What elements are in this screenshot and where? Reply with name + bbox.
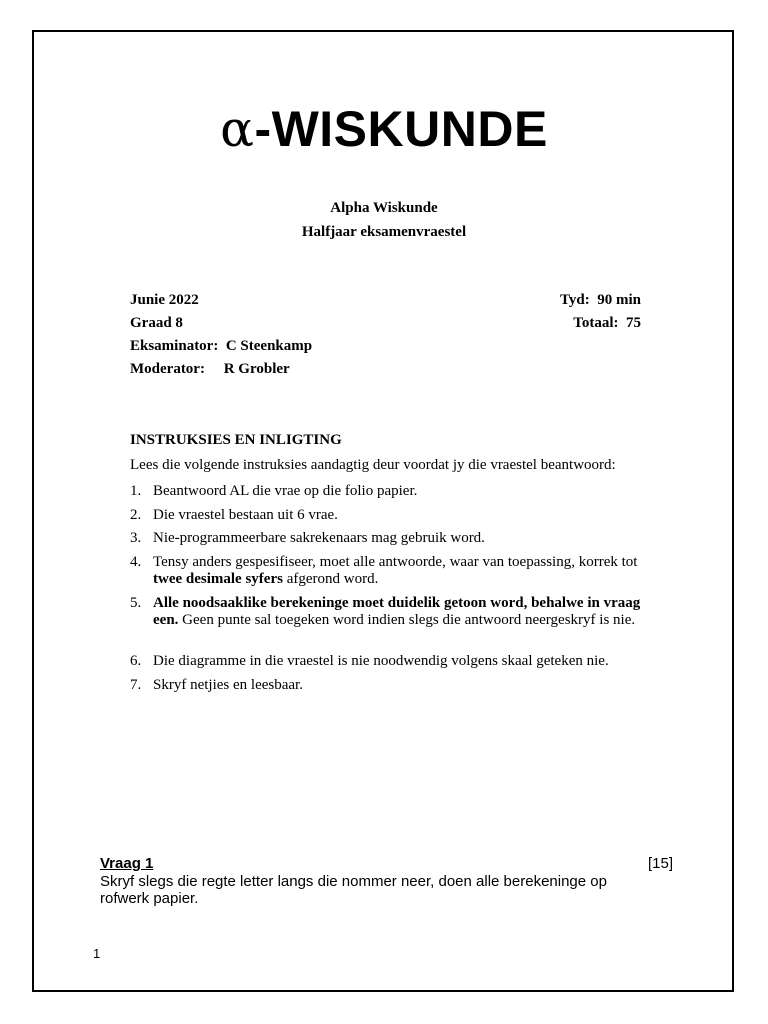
instruction-item (130, 530, 650, 547)
instruction-text: Skryf netjies en leesbaar. (153, 677, 303, 693)
title-text: -WISKUNDE (254, 101, 548, 157)
subtitle-exam: Halfjaar eksamenvraestel (301, 224, 467, 240)
total-label: Totaal: (573, 315, 619, 331)
question-text: Skryf slegs die regte letter langs die nommer neer, doen alle berekeninge op rofwerk papier. (100, 873, 607, 907)
instruction-text-end: Geen punte sal toegeken word indien slegs die antwoord neergeskryf is nie. (178, 612, 636, 628)
instruction-text-start: Tensy anders gespesifiseer, moet alle antwoorde, waar van toepassing, korrek tot (153, 554, 638, 570)
instruction-item (130, 483, 650, 500)
examiner-label: Eksaminator: (130, 338, 219, 354)
instruction-text: Die vraestel bestaan uit 6 vrae. (153, 507, 338, 523)
instruction-emphasis: twee desimale syfers (153, 571, 283, 587)
instruction-item (130, 653, 650, 670)
examiner-name: C Steenkamp (225, 338, 313, 354)
examiner-line (130, 338, 312, 355)
document-title (0, 100, 768, 158)
instruction-number: 2. (130, 507, 142, 523)
instructions-intro: Lees die volgende instruksies aandagtig deur voordat jy die vraestel beantwoord: (130, 457, 616, 473)
time-label: Tyd: (560, 292, 590, 308)
time-value: 90 min (597, 292, 641, 308)
moderator-label: Moderator: (130, 361, 205, 377)
moderator-name: R Grobler (223, 361, 290, 377)
instruction-text: Nie-programmeerbare sakrekenaars mag gebruik word. (153, 530, 485, 546)
instructions-heading: INSTRUKSIES EN INLIGTING (130, 432, 342, 448)
instruction-emphasis: Alle noodsaaklike berekeninge moet duidelik getoon word, behalwe in vraag een. (153, 595, 641, 628)
instruction-text: Beantwoord AL die vrae op die folio papier. (153, 483, 418, 499)
moderator-line (130, 361, 290, 378)
question-marks: [15] (647, 855, 673, 872)
instruction-item (130, 507, 650, 524)
instruction-item (130, 554, 650, 588)
instruction-number: 3. (130, 530, 142, 546)
total-value: 75 (626, 315, 641, 331)
instruction-item (130, 595, 650, 629)
instruction-text: Die diagramme in die vraestel is nie noodwendig volgens skaal geteken nie. (153, 653, 609, 669)
subtitle-school: Alpha Wiskunde (330, 200, 438, 216)
instruction-number: 6. (130, 653, 142, 669)
instruction-text (153, 554, 650, 588)
exam-date: Junie 2022 (130, 292, 199, 308)
instruction-number: 7. (130, 677, 142, 693)
instruction-text-end: afgerond word. (282, 571, 379, 587)
exam-grade: Graad 8 (130, 315, 183, 331)
instruction-text (153, 595, 650, 629)
exam-time (560, 292, 641, 309)
question-title: Vraag 1 (100, 855, 154, 872)
alpha-symbol: α (220, 100, 255, 158)
page-number: 1 (93, 946, 101, 961)
exam-total (573, 315, 641, 332)
instruction-number: 4. (130, 554, 142, 570)
instruction-item (130, 677, 650, 694)
instruction-number: 5. (130, 595, 142, 611)
instruction-number: 1. (130, 483, 142, 499)
